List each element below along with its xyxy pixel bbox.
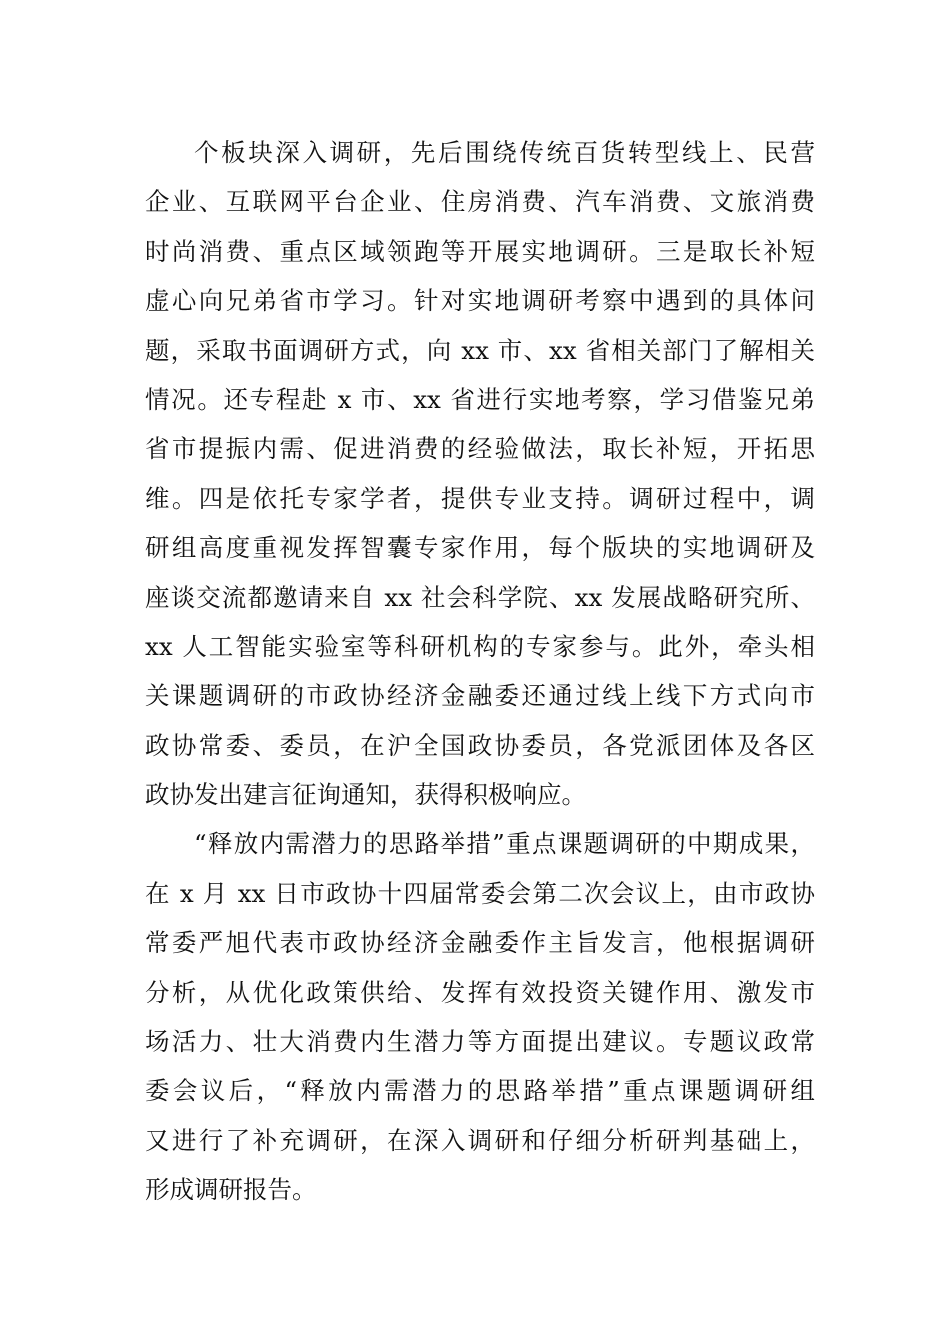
paragraph-line: 省市提振内需、促进消费的经验做法，取长补短，开拓思 xyxy=(145,434,815,464)
paragraph-line: 又进行了补充调研，在深入调研和仔细分析研判基础上， xyxy=(145,1125,815,1155)
paragraph-2 xyxy=(145,819,815,1214)
document-body xyxy=(145,128,815,1215)
paragraph-line: 场活力、壮大消费内生潜力等方面提出建议。专题议政常 xyxy=(145,1027,815,1057)
paragraph-line: 研组高度重视发挥智囊专家作用，每个版块的实地调研及 xyxy=(145,533,815,563)
paragraph-1 xyxy=(145,128,815,819)
paragraph-line: 委会议后，“释放内需潜力的思路举措”重点课题调研组 xyxy=(145,1076,815,1106)
paragraph-line: 个板块深入调研，先后围绕传统百货转型线上、民营 xyxy=(194,138,815,167)
paragraph-line: 常委严旭代表市政协经济金融委作主旨发言，他根据调研 xyxy=(145,928,815,958)
paragraph-line: 题，采取书面调研方式，向 xx 市、xx 省相关部门了解相关 xyxy=(145,335,815,365)
paragraph-line: 企业、互联网平台企业、住房消费、汽车消费、文旅消费 xyxy=(145,187,815,217)
paragraph-line: 座谈交流都邀请来自 xx 社会科学院、xx 发展战略研究所、 xyxy=(145,582,815,612)
paragraph-line: 形成调研报告。 xyxy=(145,1175,317,1205)
paragraph-line: 政协发出建言征询通知，获得积极响应。 xyxy=(145,780,586,810)
paragraph-line: 虚心向兄弟省市学习。针对实地调研考察中遇到的具体问 xyxy=(145,286,815,316)
paragraph-line: 情况。还专程赴 x 市、xx 省进行实地考察，学习借鉴兄弟 xyxy=(145,384,815,414)
paragraph-line: 分析，从优化政策供给、发挥有效投资关键作用、激发市 xyxy=(145,977,815,1007)
paragraph-line: “释放内需潜力的思路举措”重点课题调研的中期成果， xyxy=(194,829,815,859)
paragraph-line: 政协常委、委员，在沪全国政协委员，各党派团体及各区 xyxy=(145,730,815,760)
paragraph-line: 在 x 月 xx 日市政协十四届常委会第二次会议上，由市政协 xyxy=(145,878,815,908)
paragraph-line: 关课题调研的市政协经济金融委还通过线上线下方式向市 xyxy=(145,681,815,711)
paragraph-line: 时尚消费、重点区域领跑等开展实地调研。三是取长补短 xyxy=(145,236,815,266)
paragraph-line: xx 人工智能实验室等科研机构的专家参与。此外，牵头相 xyxy=(145,631,815,661)
paragraph-line: 维。四是依托专家学者，提供专业支持。调研过程中，调 xyxy=(145,483,815,513)
